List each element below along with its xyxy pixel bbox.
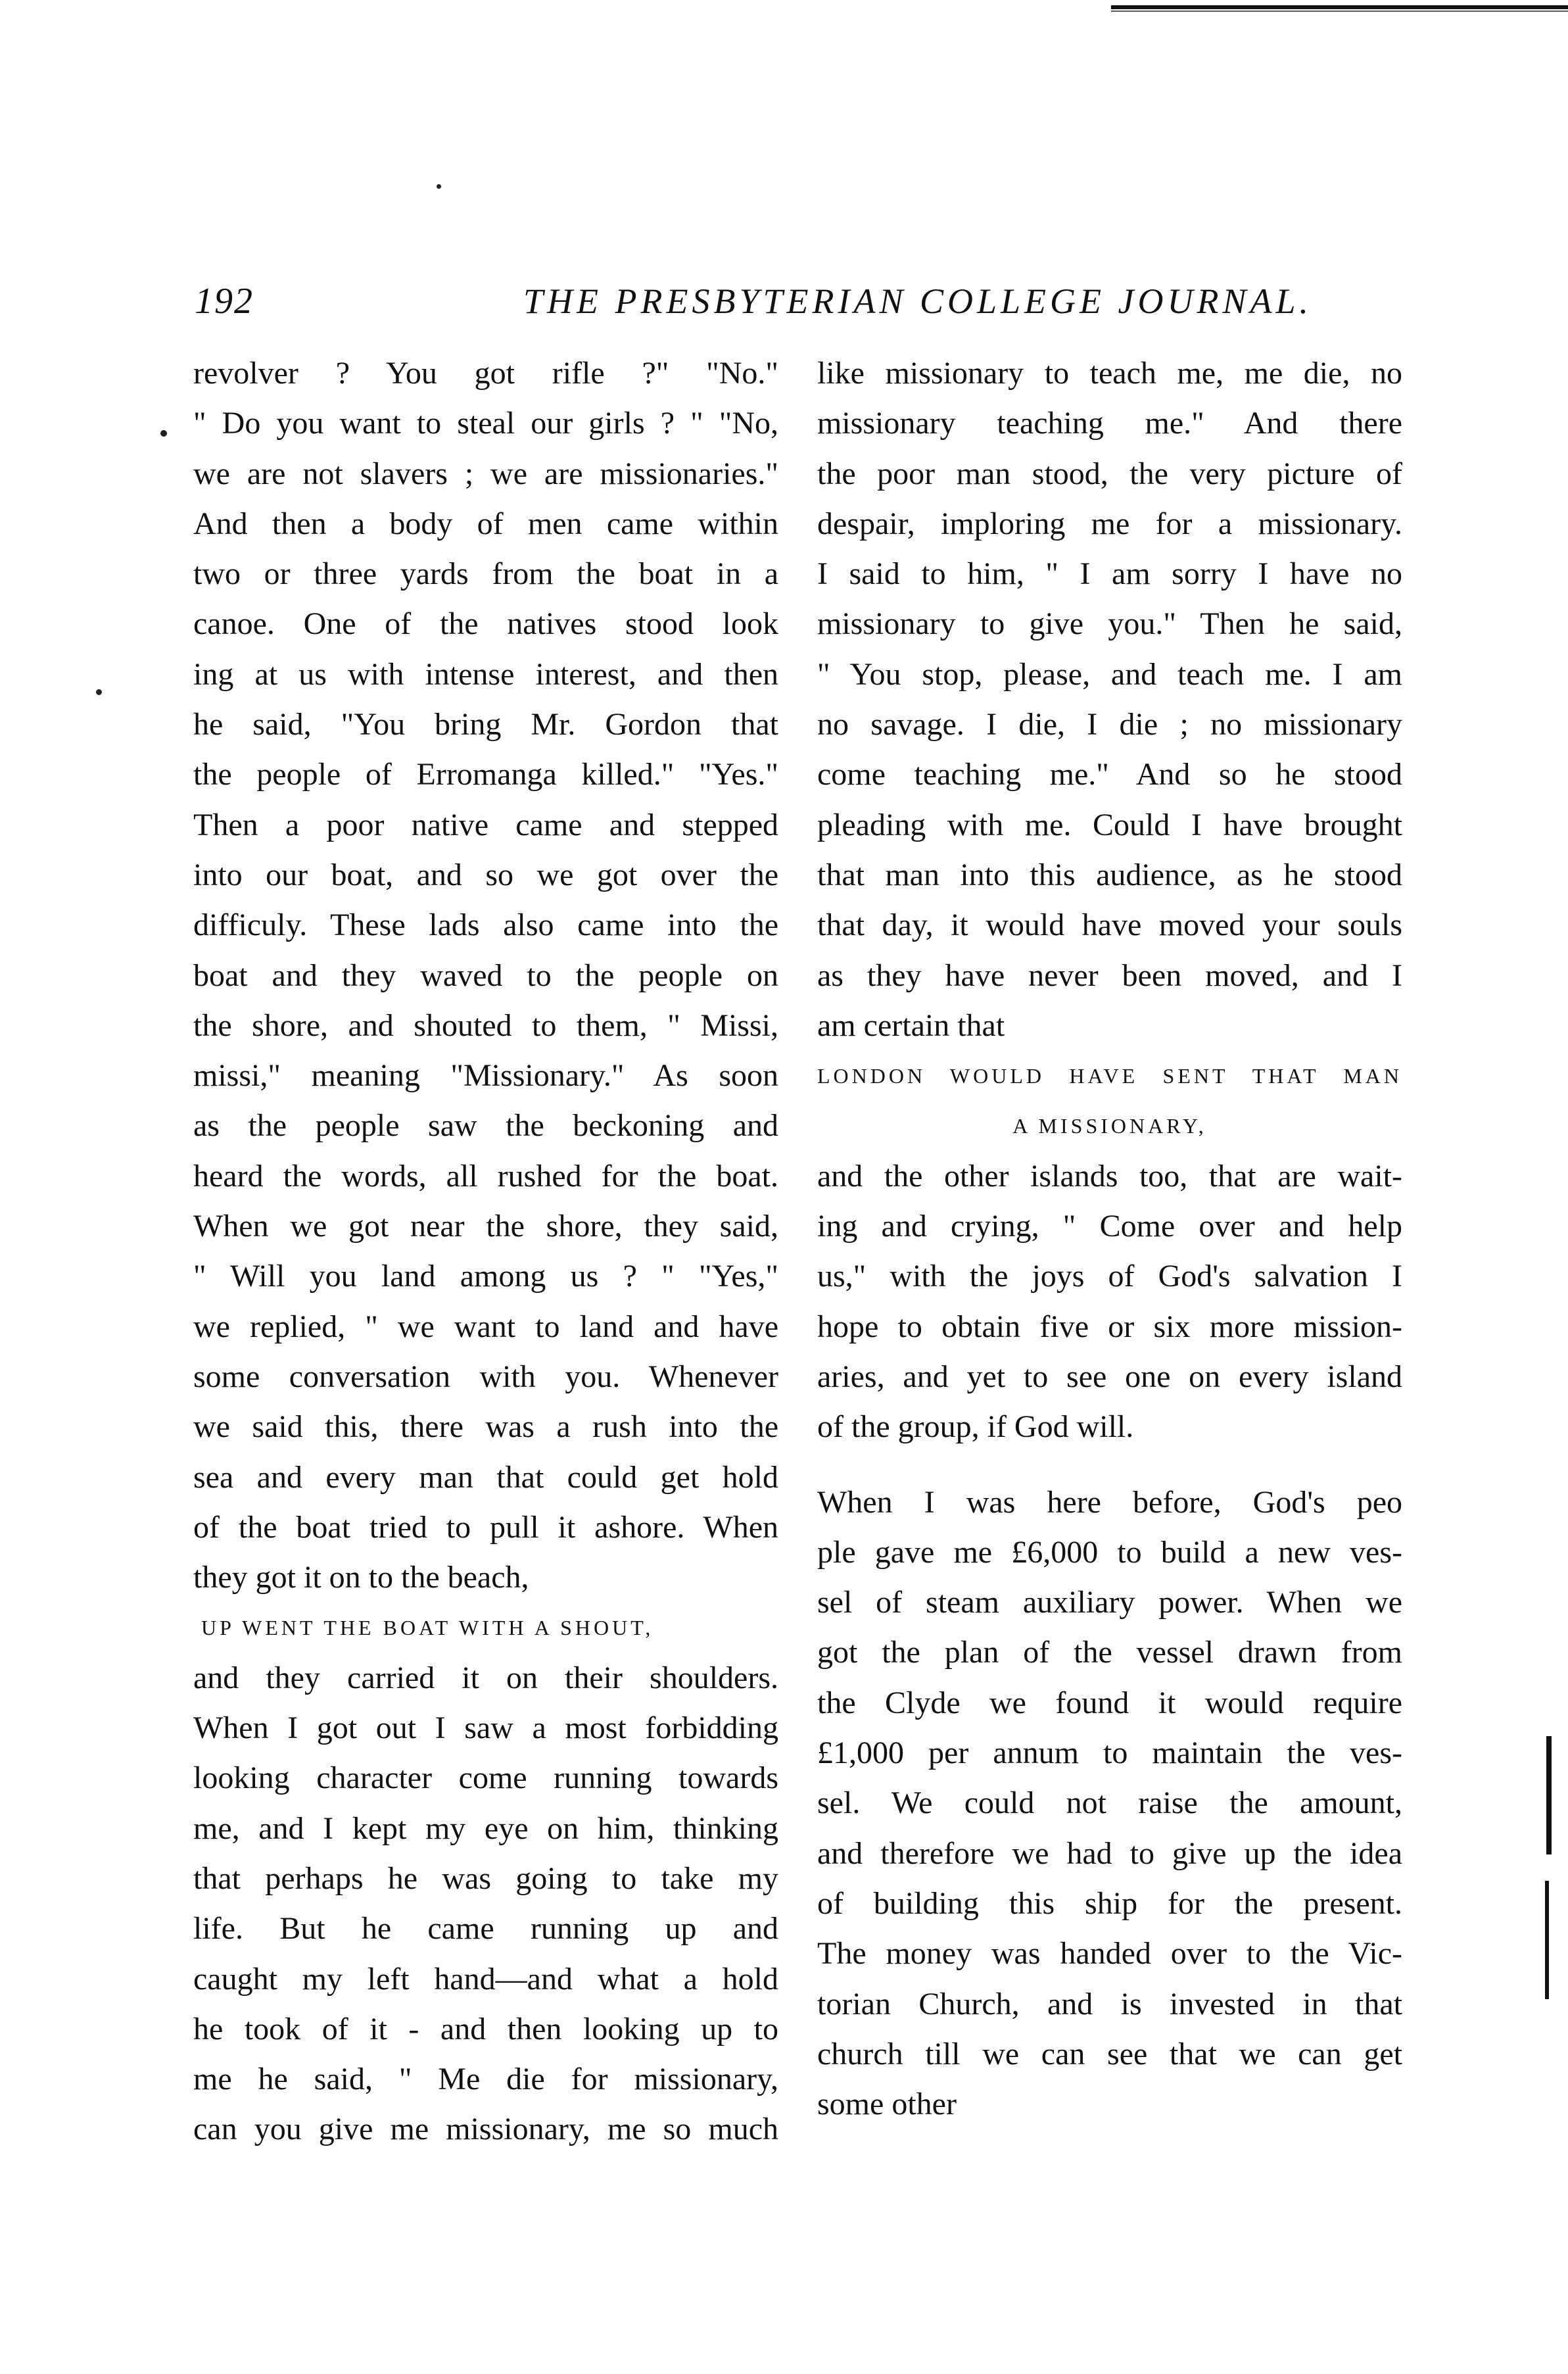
text-line: ple gave me £6,000 to build a new ves-: [817, 1534, 1402, 1570]
text-line: hope to obtain five or six more mission-: [817, 1309, 1402, 1344]
text-line: life. But he came running up and: [193, 1911, 778, 1947]
text-line: looking character come running towards: [193, 1760, 778, 1796]
text-line: church till we can see that we can get: [817, 2036, 1402, 2071]
text-line: got the plan of the vessel drawn from: [817, 1635, 1402, 1670]
text-line: And then a body of men came within: [193, 506, 778, 541]
text-line: like missionary to teach me, me die, no: [817, 356, 1402, 391]
text-line: pleading with me. Could I have brought: [817, 807, 1402, 842]
text-line: as the people saw the beckoning and: [193, 1108, 778, 1144]
text-line: no savage. I die, I die ; no missionary: [817, 707, 1402, 742]
scan-speck: [437, 184, 441, 189]
text-line: When I got out I saw a most forbidding: [193, 1710, 778, 1746]
text-line: us," with the joys of God's salvation I: [817, 1259, 1402, 1294]
text-line: caught my left hand—and what a hold: [193, 1961, 778, 1997]
text-line: boat and they waved to the people on: [193, 957, 778, 993]
text-line: Then a poor native came and stepped: [193, 807, 778, 842]
right-column: [817, 349, 1402, 2129]
text-line: sel of steam auxiliary power. When we: [817, 1585, 1402, 1620]
text-line: revolver ? You got rifle ?" "No.": [193, 356, 778, 391]
text-line: torian Church, and is invested in that: [817, 1986, 1402, 2022]
text-line: me, and I kept my eye on him, thinking: [193, 1810, 778, 1846]
text-line: can you give me missionary, me so much: [193, 2112, 778, 2147]
text-line: ing at us with intense interest, and then: [193, 656, 778, 692]
text-line: £1,000 per annum to maintain the ves-: [817, 1735, 1402, 1771]
text-line: despair, imploring me for a missionary.: [817, 506, 1402, 541]
text-line: aries, and yet to see one on every island: [817, 1359, 1402, 1394]
text-line: missionary teaching me." And there: [817, 406, 1402, 441]
text-line: the poor man stood, the very picture of: [817, 456, 1402, 491]
text-line: missi," meaning "Missionary." As soon: [193, 1058, 778, 1094]
text-line: and therefore we had to give up the idea: [817, 1835, 1402, 1871]
scan-edge-mark: [1546, 1736, 1552, 1854]
page-header: [195, 275, 1424, 327]
text-line: When we got near the shore, they said,: [193, 1209, 778, 1244]
paragraph-gap: [817, 1453, 1402, 1478]
running-title: THE PRESBYTERIAN COLLEGE JOURNAL.: [523, 281, 1312, 321]
scan-speck: [96, 689, 102, 695]
section-subheading: A MISSIONARY,: [1012, 1114, 1207, 1138]
section-subheading: LONDON WOULD HAVE SENT THAT MAN: [817, 1064, 1402, 1088]
text-line: ing and crying, " Come over and help: [817, 1209, 1402, 1244]
text-line: of the group, if God will.: [817, 1409, 1134, 1445]
text-line: me he said, " Me die for missionary,: [193, 2062, 778, 2097]
text-line: that perhaps he was going to take my: [193, 1860, 778, 1896]
text-line: we replied, " we want to land and have: [193, 1309, 778, 1344]
text-line: sea and every man that could get hold: [193, 1459, 778, 1495]
left-column: [193, 349, 778, 2155]
top-edge-rule: [1111, 5, 1568, 9]
text-line: heard the words, all rushed for the boat.: [193, 1158, 778, 1194]
text-line: I said to him, " I am sorry I have no: [817, 556, 1402, 592]
text-line: we said this, there was a rush into the: [193, 1409, 778, 1445]
top-edge-rule-thin: [1111, 11, 1568, 12]
text-line: of the boat tried to pull it ashore. When: [193, 1509, 778, 1545]
text-line: When I was here before, God's peo: [817, 1484, 1402, 1520]
text-line: difficuly. These lads also came into the: [193, 908, 778, 943]
text-line: that day, it would have moved your souls: [817, 908, 1402, 943]
text-line: The money was handed over to the Vic-: [817, 1936, 1402, 1972]
section-subheading: UP WENT THE BOAT WITH A SHOUT,: [201, 1616, 654, 1640]
text-line: the Clyde we found it would require: [817, 1685, 1402, 1720]
text-line: missionary to give you." Then he said,: [817, 606, 1402, 642]
text-line: come teaching me." And so he stood: [817, 757, 1402, 792]
text-line: as they have never been moved, and I: [817, 957, 1402, 993]
scan-edge-mark: [1545, 1881, 1549, 1999]
text-line: " Do you want to steal our girls ? " "No,: [193, 406, 778, 441]
text-line: into our boat, and so we got over the: [193, 857, 778, 892]
text-line: and they carried it on their shoulders.: [193, 1660, 778, 1695]
text-line: two or three yards from the boat in a: [193, 556, 778, 592]
text-line: he said, "You bring Mr. Gordon that: [193, 707, 778, 742]
text-line: of building this ship for the present.: [817, 1885, 1402, 1921]
text-line: he took of it - and then looking up to: [193, 2011, 778, 2047]
text-line: and the other islands too, that are wait-: [817, 1158, 1402, 1194]
scan-speck: [160, 430, 167, 437]
text-line: am certain that: [817, 1007, 1005, 1043]
text-line: they got it on to the beach,: [193, 1560, 529, 1595]
text-line: the shore, and shouted to them, " Missi,: [193, 1007, 778, 1043]
text-line: sel. We could not raise the amount,: [817, 1785, 1402, 1821]
text-line: some other: [817, 2087, 957, 2122]
text-line: that man into this audience, as he stood: [817, 857, 1402, 892]
text-line: the people of Erromanga killed." "Yes.": [193, 757, 778, 792]
text-line: " You stop, please, and teach me. I am: [817, 656, 1402, 692]
text-line: some conversation with you. Whenever: [193, 1359, 778, 1394]
text-line: " Will you land among us ? " "Yes,": [193, 1259, 778, 1294]
text-line: canoe. One of the natives stood look: [193, 606, 778, 642]
text-line: we are not slavers ; we are missionaries.": [193, 456, 778, 491]
page-number: 192: [195, 281, 254, 322]
